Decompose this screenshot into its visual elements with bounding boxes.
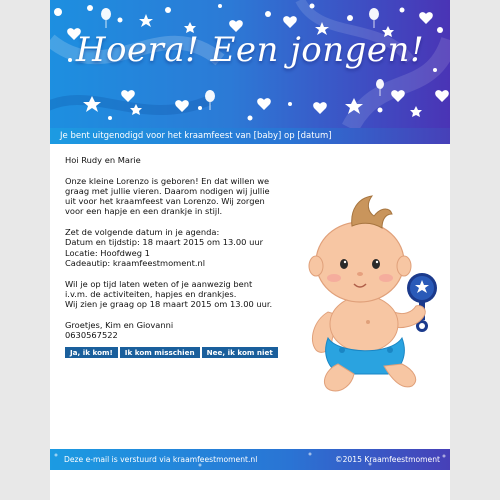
rsvp-buttons [65, 347, 280, 366]
paragraph-event-details [65, 227, 310, 268]
paragraph-announcement [65, 176, 310, 217]
text-line: uit voor het kraamfeest van Lorenzo. Wij zorgen [65, 196, 265, 207]
header-banner [50, 0, 450, 128]
text-line: Zet de volgende datum in je agenda: [65, 227, 220, 238]
rsvp-maybe-button[interactable]: Ik kom misschien [120, 347, 200, 358]
text-line: Wil je op tijd laten weten of je aanwezig bent [65, 278, 253, 289]
footer-copyright: ©2015 Kraamfeestmoment [335, 455, 440, 464]
text-line: i.v.m. de activiteiten, hapjes en drankjes. [65, 288, 237, 299]
event-date: Datum en tijdstip: 18 maart 2015 om 13.00 uur [65, 237, 264, 248]
text-line: Wij zien je graag op 18 maart 2015 om 13.00 uur. [65, 299, 273, 310]
rsvp-yes-button[interactable]: Ja, ik kom! [65, 347, 118, 358]
invitation-subheader: Je bent uitgenodigd voor het kraamfeest van [baby] op [datum] [50, 128, 450, 144]
signoff-names: Groetjes, Kim en Giovanni [65, 319, 174, 330]
gift-tip: Cadeautip: kraamfeestmoment.nl [65, 257, 206, 268]
event-location: Locatie: Hoofdweg 1 [65, 247, 150, 258]
text-line: Onze kleine Lorenzo is geboren! En dat willen we [65, 175, 270, 186]
baby-with-rattle-icon [298, 184, 448, 403]
invitation-card [50, 0, 450, 500]
message-body [65, 155, 310, 351]
phone-number: 0630567522 [65, 330, 118, 341]
footer-sent-via: Deze e-mail is verstuurd via kraamfeestmoment.nl [64, 455, 258, 464]
text-line: graag met jullie vieren. Daarom nodigen wij jullie [65, 185, 270, 196]
footer-bar [50, 449, 450, 470]
banner-title: Hoera! Een jongen! [75, 30, 425, 70]
text-line: voor een hapje en een drankje in stijl. [65, 206, 223, 217]
greeting: Hoi Rudy en Marie [65, 155, 141, 165]
paragraph-rsvp [65, 279, 310, 310]
rsvp-no-button[interactable]: Nee, ik kom niet [202, 347, 278, 358]
signoff [65, 320, 310, 341]
